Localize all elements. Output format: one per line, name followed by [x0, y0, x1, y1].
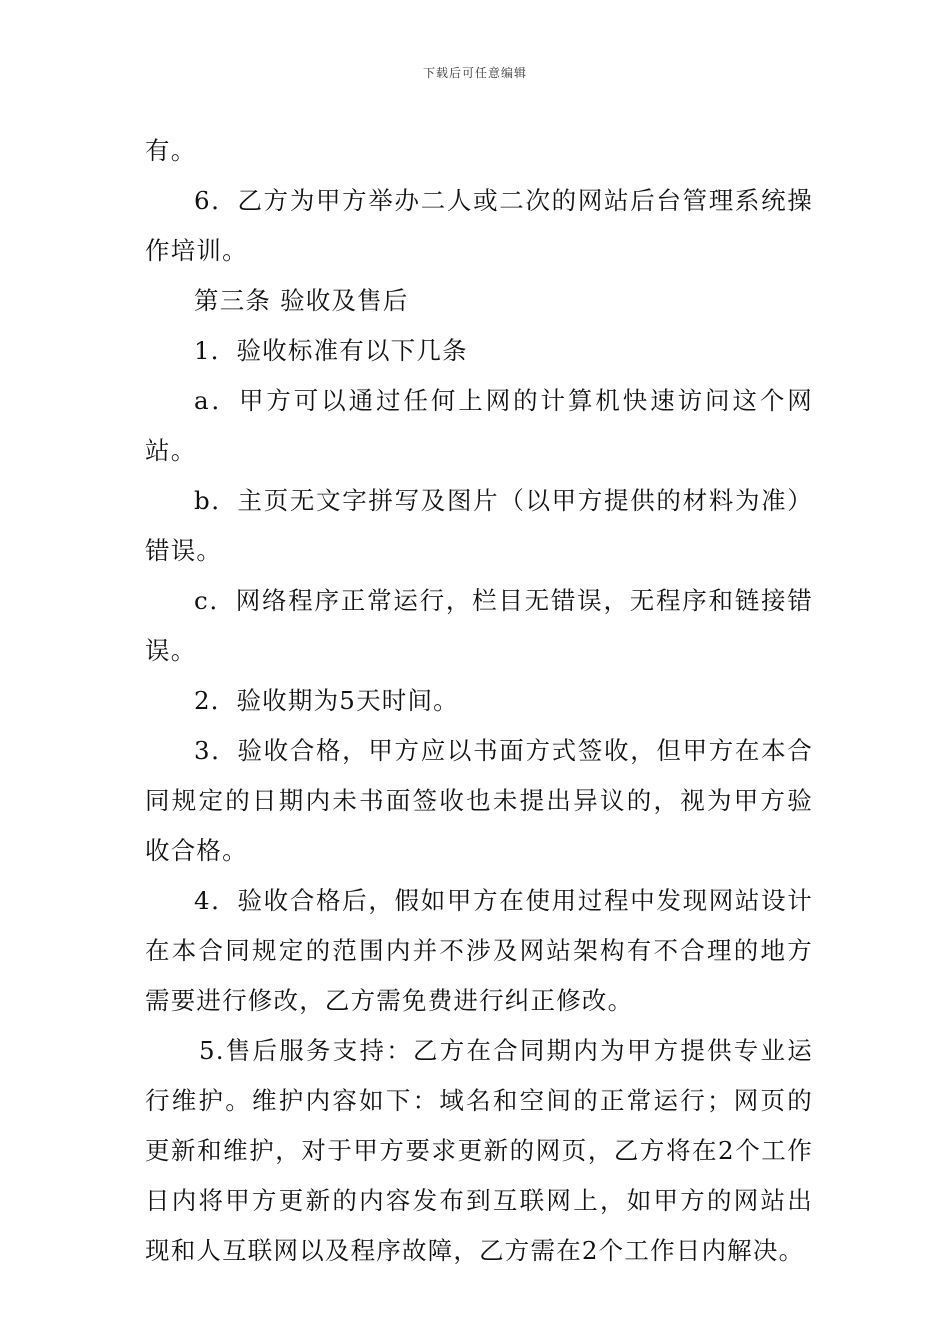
paragraph-item-a: a．甲方可以通过任何上网的计算机快速访问这个网站。	[145, 386, 813, 465]
document-body	[145, 126, 813, 1276]
paragraph-item-6: 6．乙方为甲方举办二人或二次的网站后台管理系统操作培训。	[145, 186, 813, 265]
paragraph-item-5: 5.售后服务支持：乙方在合同期内为甲方提供专业运行维护。维护内容如下：域名和空间的正常运行；网页的更新和维护，对于甲方要求更新的网页，乙方将在2个工作日内将甲方更新的内容发布到互联网上，如甲方的网站出现和人互联网以及程序故障，乙方需在2个工作日内解决。	[145, 1036, 813, 1265]
paragraph-item-1: 1．验收标准有以下几条	[194, 336, 468, 365]
paragraph-item-c: c．网络程序正常运行，栏目无错误，无程序和链接错误。	[145, 586, 813, 665]
paragraph-item-4: 4．验收合格后，假如甲方在使用过程中发现网站设计在本合同规定的范围内并不涉及网站架构有不合理的地方需要进行修改，乙方需免费进行纠正修改。	[145, 886, 813, 1015]
paragraph-item-3: 3．验收合格，甲方应以书面方式签收，但甲方在本合同规定的日期内未书面签收也未提出异议的，视为甲方验收合格。	[145, 736, 813, 865]
paragraph-item-2: 2．验收期为5天时间。	[194, 686, 459, 715]
paragraph-continuation: 有。	[145, 136, 197, 165]
paragraph-item-b: b．主页无文字拼写及图片（以甲方提供的材料为准）错误。	[145, 486, 813, 565]
page-header: 下载后可任意编辑	[422, 66, 527, 80]
section-heading-article-3: 第三条 验收及售后	[194, 286, 409, 315]
